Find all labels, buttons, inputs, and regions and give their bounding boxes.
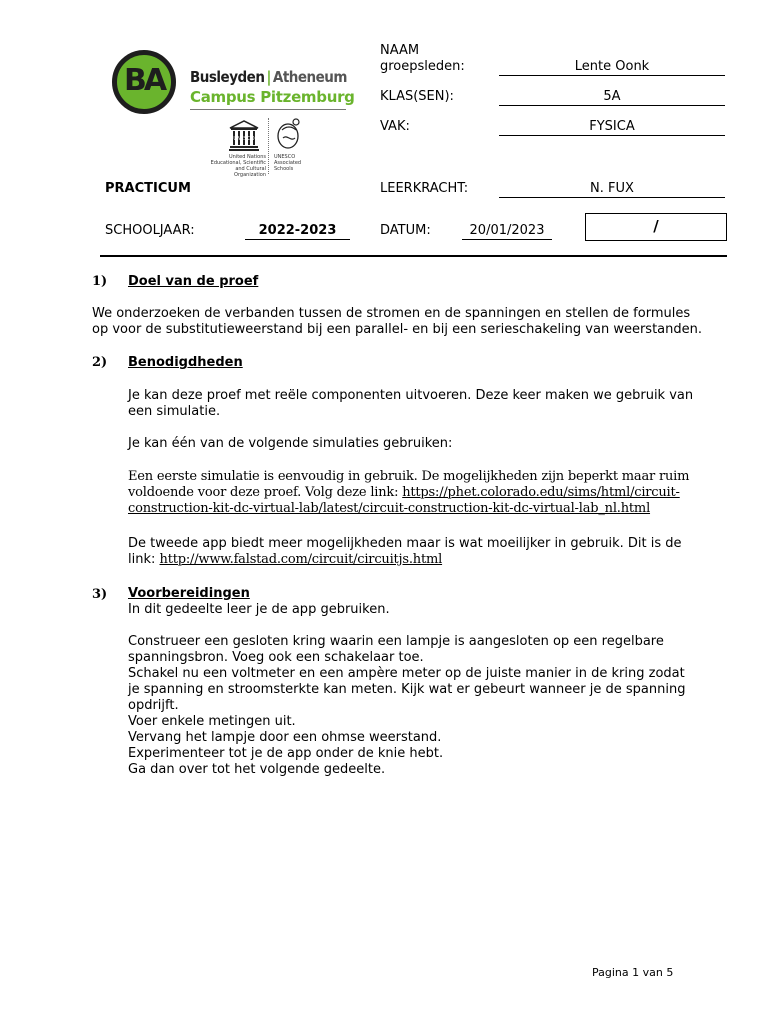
- section-3-line: Schakel nu een voltmeter en een ampère meter op de juiste manier in de kring zodat: [128, 666, 685, 681]
- header-divider: [100, 255, 727, 257]
- associated-schools-icon: [274, 116, 304, 152]
- section-2-p4-line-2: [128, 552, 738, 568]
- section-3-number: 3): [92, 587, 108, 602]
- section-3-line: Ga dan over tot het volgende gedeelte.: [128, 762, 386, 777]
- vak-label: VAK:: [380, 119, 410, 134]
- grade-box[interactable]: /: [585, 213, 727, 241]
- section-3-line: Construeer een gesloten kring waarin een lampje is aangesloten op een regelbare: [128, 634, 664, 649]
- section-2-paragraph-3: [128, 469, 738, 517]
- falstad-link[interactable]: http://www.falstad.com/circuit/circuitjs.html: [159, 552, 443, 567]
- page-number: Pagina 1 van 5: [592, 966, 674, 979]
- klas-field[interactable]: 5A: [499, 88, 725, 106]
- logo-school-part1: Busleyden: [190, 68, 265, 86]
- section-2-paragraph-4: [128, 536, 738, 568]
- section-2-number: 2): [92, 355, 108, 370]
- leerkracht-field[interactable]: N. FUX: [499, 180, 725, 198]
- school-logo: [108, 44, 355, 178]
- section-2-p3-text: voldoende voor deze proef. Volg deze link:: [128, 485, 403, 500]
- section-2-p4-line-1: De tweede app biedt meer mogelijkheden maar is wat moeilijker in gebruik. Dit is de: [128, 536, 682, 551]
- section-3-line: In dit gedeelte leer je de app gebruiken.: [128, 602, 390, 617]
- section-3-line: Voer enkele metingen uit.: [128, 714, 296, 729]
- klas-label: KLAS(SEN):: [380, 89, 454, 104]
- vak-field[interactable]: FYSICA: [499, 118, 725, 136]
- naam-label-2: groepsleden:: [380, 59, 465, 74]
- associated-schools-text: UNESCO Associated Schools: [274, 154, 302, 172]
- section-2-paragraph-2: Je kan één van de volgende simulaties gebruiken:: [128, 436, 453, 451]
- section-2-p3-line-1: Een eerste simulatie is eenvoudig in gebruik. De mogelijkheden zijn beperkt maar ruim: [128, 469, 690, 484]
- un-text: United Nations Educational, Scientific and Cultural Organization: [210, 154, 266, 178]
- section-1-line-2: op voor de substitutieweerstand bij een parallel- en bij een serieschakeling van weerstanden.: [92, 322, 702, 337]
- unesco-word: UNESCO: [233, 136, 255, 142]
- logo-school-name: [190, 68, 347, 86]
- naam-field[interactable]: Lente Oonk: [499, 58, 725, 76]
- section-3-line: spanningsbron. Voeg ook een schakelaar toe.: [128, 650, 424, 665]
- section-3-blank-line: [128, 618, 728, 634]
- section-3-text: [128, 602, 728, 778]
- section-2-p3-line-2: [128, 485, 738, 501]
- logo-school-part2: Atheneum: [272, 68, 347, 86]
- section-2-p4-text: link:: [128, 552, 160, 567]
- practicum-label: PRACTICUM: [105, 181, 191, 196]
- section-3-title: Voorbereidingen: [128, 586, 250, 601]
- section-1-text: [92, 306, 732, 338]
- section-1-line-1: We onderzoeken de verbanden tussen de stromen en de spanningen en stellen de formules: [92, 306, 691, 321]
- phet-link-part-2[interactable]: construction-kit-dc-virtual-lab/latest/circuit-construction-kit-dc-virtual-lab_nl.html: [128, 501, 651, 516]
- section-1-title: Doel van de proef: [128, 274, 259, 289]
- logo-circle: [112, 50, 176, 114]
- schooljaar-field[interactable]: 2022-2023: [245, 222, 350, 240]
- datum-label: DATUM:: [380, 223, 431, 238]
- section-3-line: je spanning en stroomsterkte kan meten. Kijk wat er gebeurt wanneer je de spanning: [128, 682, 686, 697]
- unesco-temple-icon: [226, 118, 262, 154]
- section-2-p1-line-2: een simulatie.: [128, 404, 221, 419]
- section-3-line: opdrijft.: [128, 698, 179, 713]
- logo-separator: |: [266, 68, 271, 86]
- leerkracht-label: LEERKRACHT:: [380, 181, 469, 196]
- naam-label-1: NAAM: [380, 43, 420, 58]
- section-3-line: Experimenteer tot je de app onder de knie hebt.: [128, 746, 444, 761]
- logo-divider: [268, 118, 270, 174]
- logo-rule: [190, 109, 346, 110]
- schooljaar-label: SCHOOLJAAR:: [105, 223, 195, 238]
- logo-initials: BA: [123, 63, 165, 98]
- section-1-number: 1): [92, 274, 108, 289]
- section-2-paragraph-1: [128, 388, 728, 420]
- datum-field[interactable]: 20/01/2023: [462, 222, 552, 240]
- section-3-line: Vervang het lampje door een ohmse weerstand.: [128, 730, 442, 745]
- phet-link-part-1[interactable]: https://phet.colorado.edu/sims/html/circuit-: [402, 485, 680, 500]
- section-2-title: Benodigdheden: [128, 355, 243, 370]
- logo-campus: Campus Pitzemburg: [190, 88, 355, 106]
- section-2-p1-line-1: Je kan deze proef met reële componenten uitvoeren. Deze keer maken we gebruik van: [128, 388, 694, 403]
